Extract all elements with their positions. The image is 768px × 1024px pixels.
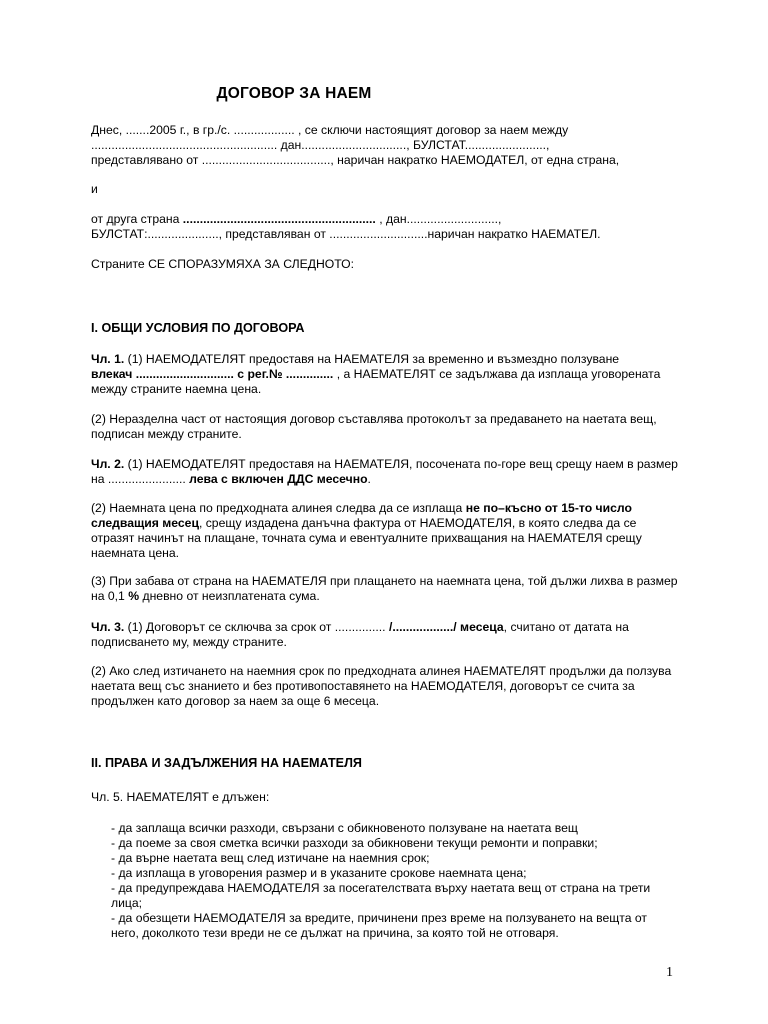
article-2-percent: %	[128, 589, 140, 603]
other-party-prefix: от друга страна	[91, 212, 183, 226]
article-3-term: /................../ месеца	[388, 620, 504, 634]
article-2-paragraph-1	[91, 457, 681, 487]
article-2-amount: лева с включен ДДС месечно	[189, 472, 368, 486]
article-1-blank: влекач ............................. с рег.№ ..............	[91, 367, 334, 381]
other-party-paragraph	[91, 212, 681, 242]
list-item: - да предупреждава НАЕМОДАТЕЛЯ за посегателствата върху наетата вещ от страна на трети лица;	[111, 881, 651, 910]
section-1-heading: I. ОБЩИ УСЛОВИЯ ПО ДОГОВОРА	[91, 321, 305, 335]
article-2-p2-text-a: (2) Наемната цена по предходната алинея следва да се изплаща	[91, 501, 466, 515]
article-2-text-b: .	[367, 472, 371, 486]
article-2-deadline: не по–късно от 15-то число следващия месец	[91, 501, 632, 530]
section-2-heading: II. ПРАВА И ЗАДЪЛЖЕНИЯ НА НАЕМАТЕЛЯ	[91, 756, 362, 770]
obligations-list	[111, 821, 676, 941]
article-1-label: Чл. 1.	[91, 352, 125, 366]
agreed-text: Страните СЕ СПОРАЗУМЯХА ЗА СЛЕДНОТО:	[91, 257, 355, 271]
article-2-paragraph-3	[91, 574, 681, 604]
article-2-p3-text-a: (3) При забава от страна на НАЕМАТЕЛЯ при плащането на наемната цена, той дължи лихва в размер на 0,1	[91, 574, 678, 603]
article-3-paragraph-1	[91, 620, 681, 650]
article-2-p2-text-b: , срещу издадена данъчна фактура от НАЕМОДАТЕЛЯ, в която следва да се отразят начинът на плащане, точната сума и евентуалните прихващания на НАЕМАТЕЛЯ срещу наемната цена.	[91, 516, 642, 560]
intro-line-1: Днес, .......2005 г., в гр./с. .................. , се сключи настоящият договор за наем между	[91, 123, 569, 137]
page-number: 1	[666, 965, 673, 980]
intro-line-2: ....................................................... дан..............................., БУЛСТАТ........................,	[91, 138, 550, 152]
list-item: - да върне наетата вещ след изтичане на наемния срок;	[111, 851, 430, 865]
article-2-label: Чл. 2.	[91, 457, 125, 471]
list-item: - да поеме за своя сметка всички разходи за обикновени текущи ремонти и поправки;	[111, 836, 598, 850]
article-2-text-a: (1) НАЕМОДАТЕЛЯТ предоставя на НАЕМАТЕЛЯ, посочената по-горе вещ срещу наем в размер на .......................	[91, 457, 678, 486]
article-1-text-b: , а НАЕМАТЕЛЯТ се задължава да изплаща уговорената между страните наемна цена.	[91, 367, 661, 396]
article-3-label: Чл. 3.	[91, 620, 125, 634]
article-3-text-a: (1) Договорът се сключва за срок от ...............	[124, 620, 389, 634]
article-2-p3-text-b: дневно от неизплатената сума.	[139, 589, 320, 603]
document-title: ДОГОВОР ЗА НАЕМ	[216, 85, 372, 102]
article-3-text-b: , считано от датата на подписването му, между страните.	[91, 620, 629, 649]
article-1-text-a: (1) НАЕМОДАТЕЛЯТ предоставя на НАЕМАТЕЛЯ за временно и възмездно ползуване	[124, 352, 620, 366]
and-text: и	[91, 182, 98, 196]
list-item: - да обезщети НАЕМОДАТЕЛЯ за вредите, причинени през време на ползуването на вещта от него, доколкото тези вреди не се дължат на причина, за която той не отговаря.	[111, 911, 647, 940]
article-1-paragraph-2: (2) Неразделна част от настоящия договор съставлява протоколът за предаването на наетата вещ, подписан между страните.	[91, 412, 657, 441]
intro-line-3: представлявано от ......................................, наричан накратко НАЕМОДАТЕЛ, от една страна,	[91, 153, 620, 167]
bulstat-line: БУЛСТАТ:....................., представляван от .............................наричан накратко НАЕМАТЕЛ.	[91, 227, 601, 241]
article-3-paragraph-2: (2) Ако след изтичането на наемния срок по предходната алинея НАЕМАТЕЛЯТ продължи да ползува наетата вещ със знанието и без противопоставянето на НАЕМОДАТЕЛЯ, договорът се счита за продължен като договор за наем за още 6 месеца.	[91, 664, 672, 708]
article-2-paragraph-2	[91, 501, 681, 561]
list-item: - да заплаща всички разходи, свързани с обикновеното ползуване на наетата вещ	[111, 821, 578, 835]
article-1-paragraph-1	[91, 352, 681, 397]
other-party-blank: .........................................................	[182, 212, 376, 226]
other-party-suffix: , дан...........................,	[375, 212, 502, 226]
list-item: - да изплаща в уговорения размер и в указаните срокове наемната цена;	[111, 866, 527, 880]
article-5-intro: Чл. 5. НАЕМАТЕЛЯТ е длъжен:	[91, 790, 270, 804]
intro-paragraph	[91, 123, 681, 168]
